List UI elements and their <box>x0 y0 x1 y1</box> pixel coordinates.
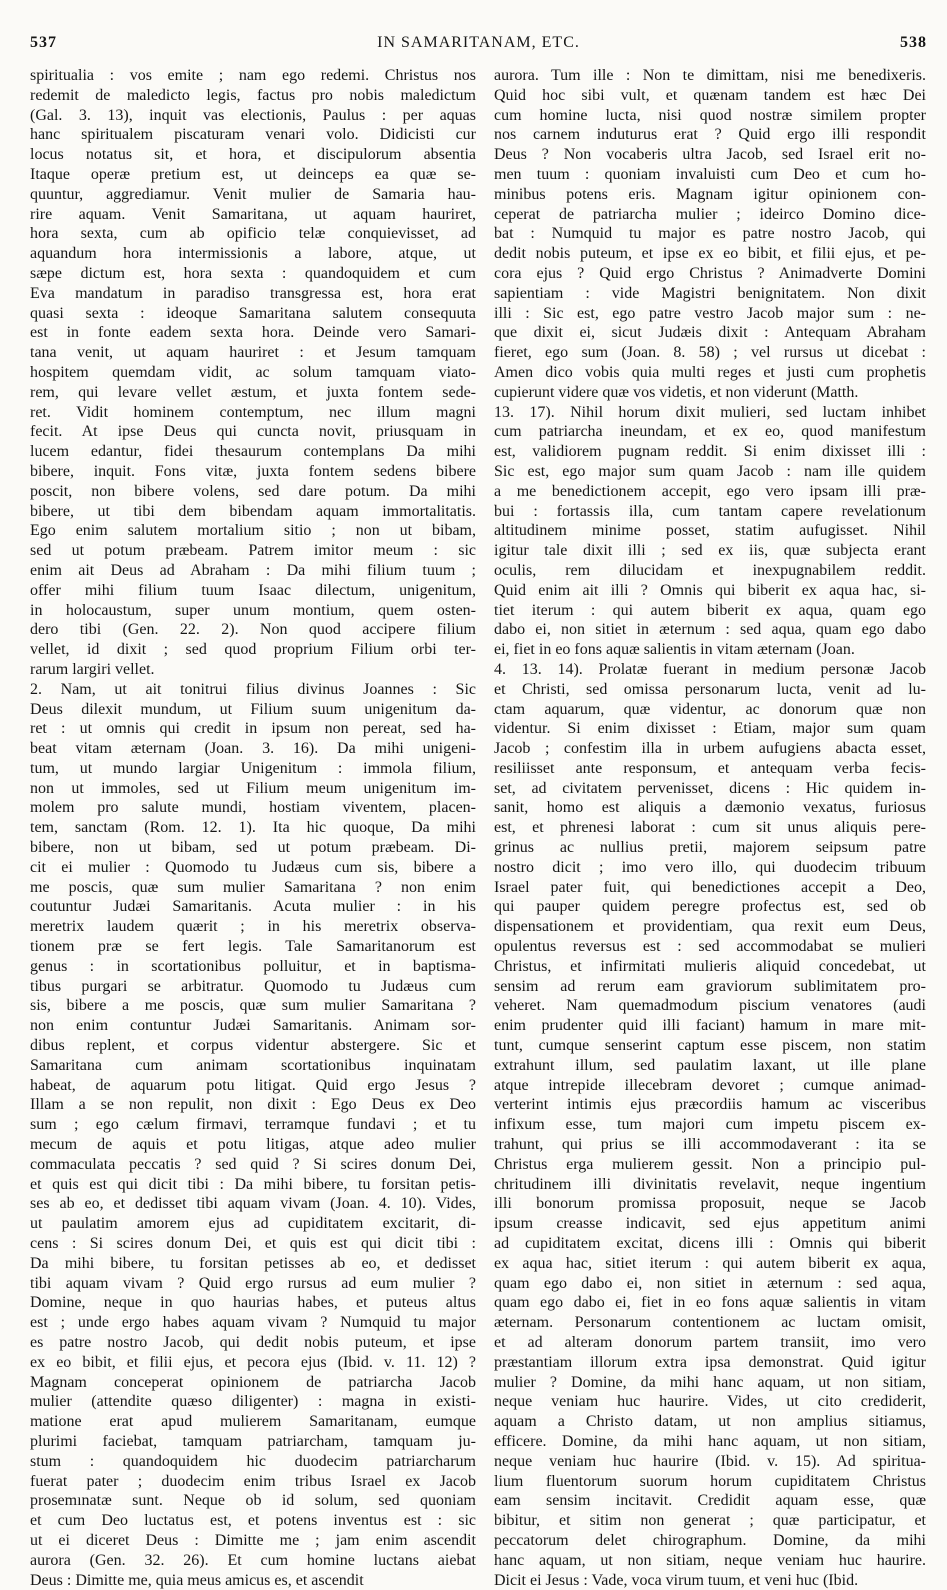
text-line: illi bonorum promissa proposuit, neque se Jacob <box>494 1195 926 1213</box>
text-line: Christus erga mulierem gessit. Non a principio pul- <box>494 1155 926 1173</box>
text-line: fuerat pater ; duodecim enim tribus Israel ex Jacob <box>30 1472 476 1490</box>
text-line: prosemınatæ sunt. Neque ob id solum, sed quoniam <box>30 1492 476 1510</box>
text-line: rem, qui levare vellet æstum, et juxta fontem sede- <box>30 383 476 401</box>
text-line: ses ab eo, et dedisset tibi aquam vivam (Joan. 4. 10). Vides, <box>30 1195 476 1213</box>
text-line: sum ; ego cælum firmavi, terramque fundavi ; et tu <box>30 1116 476 1134</box>
text-line: ret. Vidit hominem contemptum, nec illum magni <box>30 403 476 421</box>
page-header <box>30 34 927 60</box>
text-line: dibus replent, et corpus videntur abstergere. Sic et <box>30 1037 476 1055</box>
text-line: mecum de aquis et potu litigas, atque adeo mulier <box>30 1136 476 1154</box>
text-line: dispensationem et providentiam, qua rexit eum Deus, <box>494 918 926 936</box>
text-line: Itaque operæ pretium est, ut deinceps ea quæ se- <box>30 165 476 183</box>
text-line: Christus, et infirmitati mulieris aliquid concedebat, ut <box>494 957 926 975</box>
text-line: hanc aquam, ut non sitiam, neque veniam huc haurire. <box>494 1551 926 1569</box>
text-line: (Gal. 3. 13), inquit vas electionis, Paulus : per aquas <box>30 106 476 124</box>
text-line: altitudinem minime posset, statim aufugisset. Nihil <box>494 522 926 540</box>
left-text-column <box>30 66 476 1589</box>
text-line: Quid hoc sibi vult, et quænam tandem est hæc Dei <box>494 86 926 104</box>
text-line: Amen dico vobis quia multi reges et justi cum prophetis <box>494 363 926 381</box>
text-line: grinus ac nullius pretii, majorem seipsum patre <box>494 839 926 857</box>
text-line: chritudinem illi divinitatis revelavit, neque ingentium <box>494 1175 926 1193</box>
text-line: Deus : Dimitte me, quia meus amicus es, et ascendit <box>30 1571 364 1589</box>
text-line: nostro dicit ; imo vero illo, qui duodecim tribuum <box>494 858 926 876</box>
text-line: efficere. Domine, da mihi hanc aquam, ut non sitiam, <box>494 1432 926 1450</box>
text-line: igitur tale dixit illi ; sed ex iis, quæ subjecta erant <box>494 542 926 560</box>
text-line: quam ego dabo ei, fiet in eo fons aquæ salientis in vitam <box>494 1294 926 1312</box>
text-line: et ad alteram donorum partem transiit, imo vero <box>494 1334 926 1351</box>
text-line: genus : in scortationibus polluitur, et in baptisma- <box>30 957 476 975</box>
text-line: enim ait Deus ad Abraham : Da mihi filium tuum ; <box>30 561 476 579</box>
text-line: bat : Numquid tu major es patre nostro Jacob, qui <box>494 225 926 243</box>
text-line: me poscis, quæ sum mulier Samaritana ? non enim <box>30 878 476 896</box>
text-line: tem, sanctam (Rom. 12. 1). Ita hic quoque, Da mihi <box>30 819 476 837</box>
text-line: molem pro salute mundi, hostiam viventem, placen- <box>30 799 476 817</box>
right-text-column <box>494 66 926 1589</box>
text-line: Israel pater fuit, qui benedictiones accepit a Deo, <box>494 878 926 896</box>
text-line: tibi aquam vivam ? Quid ergo rursus ad eum mulier ? <box>30 1274 476 1292</box>
text-line: cens : Si scires donum Dei, et quis est qui dicit tibi : <box>30 1235 476 1253</box>
text-line: sed ut potum præbeam. Patrem imitor meum : sic <box>30 542 476 560</box>
text-line: Sic est, ego major sum quam Jacob : nam ille quidem <box>494 462 926 480</box>
text-line: Domine, neque in quo haurias habes, et puteus altus <box>30 1294 476 1312</box>
text-line: tionem præ se fert legis. Tale Samaritanorum est <box>30 938 476 956</box>
text-line: eam sensim incitavit. Credidit aquam esse, quæ <box>494 1492 926 1510</box>
text-line: dedit nobis puteum, et ipse ex eo bibit, et filii ejus, et pe- <box>494 245 926 263</box>
text-line: fieret, ego sum (Joan. 8. 58) ; vel rursus ut dicebat : <box>494 344 926 362</box>
text-line: minibus potens eris. Magnam igitur opinionem con- <box>494 185 926 203</box>
text-line: præstantiam illorum extra ipsa demonstrat. Quid igitur <box>494 1353 926 1371</box>
text-line: Deus dilexit mundum, ut Filium suum unigenitum da- <box>30 700 476 718</box>
text-line: coutuntur Judæi Samaritanis. Acuta mulier : in his <box>30 898 476 916</box>
text-line: rarum largiri vellet. <box>30 660 155 678</box>
text-line: oculis, rem dilucidam et inexpugnabilem reddit. <box>494 561 926 579</box>
text-line: æternam. Personarum contentionem ac luctam omisit, <box>494 1314 926 1332</box>
text-line: et quis est qui dicit tibi : Da mihi bibere, tu forsitan petis- <box>30 1175 476 1193</box>
text-line: spiritualia : vos emite ; nam ego redemi. Christus nos <box>30 67 476 84</box>
text-line: sensim ad rerum eam graviorum sublimitatem pro- <box>494 977 926 995</box>
text-line: 2. Nam, ut ait tonitrui filius divinus Joannes : Sic <box>30 680 476 698</box>
text-line: et Christi, sed omissa personarum lucta, venit ad lu- <box>494 680 926 698</box>
text-line: non ut immoles, sed ut Filium meum unigenitum im- <box>30 779 476 797</box>
text-line: cum homine lucta, nisi quod nostræ similem propter <box>494 106 926 124</box>
text-line: ceperat de patriarcha mulier ; ideirco Domino dice- <box>494 205 926 223</box>
text-line: hanc spiritualem piscaturam venari volo. Didicisti cur <box>30 126 476 144</box>
text-line: opulentus reversus est : sed accommodabat se mulieri <box>494 938 926 956</box>
text-line: Illam a se non repulit, non dixit : Ego Deus ex Deo <box>30 1096 476 1114</box>
text-line: neque veniam huc haurire (Ibid. v. 15). Ad spiritua- <box>494 1452 926 1470</box>
text-line: fecit. At ipse Deus qui cuncta novit, priusquam in <box>30 423 476 441</box>
text-line: stum : quandoquidem hic duodecim patriarcharum <box>30 1452 476 1470</box>
text-line: hospitem quemdam vidit, ac solum tamquam viato- <box>30 363 476 381</box>
text-line: nos carnem induturus erat ? Quid ergo illi respondit <box>494 126 926 144</box>
text-line: quam ego dabo ei, non sitiet in æternum : sed aqua, <box>494 1274 926 1292</box>
text-line: cora ejus ? Quid ergo Christus ? Animadverte Domini <box>494 264 926 282</box>
text-line: mulier ? Domine, da mihi hanc aquam, ut non sitiam, <box>494 1373 926 1391</box>
text-line: plurimi faciebat, tamquam patriarcham, tamquam ju- <box>30 1432 476 1450</box>
text-line: enim prudenter quid illi faciant) hamum in mare mit- <box>494 1017 926 1035</box>
text-line: Eva mandatum in paradiso transgressa est, hora erat <box>30 284 476 302</box>
text-line: tum, ut mundo largiar Unigenitum : immola filium, <box>30 759 476 777</box>
text-line: verterint intimis ejus præcordiis hamum ac visceribus <box>494 1096 926 1114</box>
text-line: cit ei mulier : Quomodo tu Judæus cum sis, bibere a <box>30 858 476 876</box>
text-line: est, validiorem pugnam reddit. Si enim dixisset illi : <box>494 443 926 461</box>
text-line: cupierunt videre quæ vos videtis, et non viderunt (Matth. <box>494 383 859 401</box>
text-line: dero tibi (Gen. 22. 2). Non quod accipere filium <box>30 621 476 639</box>
text-line: Da mihi bibere, tu forsitan petisses ab eo, et dedisset <box>30 1254 476 1272</box>
text-line: ex aqua hac, sitiet iterum : qui autem biberit ex aqua, <box>494 1254 926 1272</box>
text-line: lucem edantur, fidei thesaurum contemplans Da mihi <box>30 443 476 461</box>
text-line: 13. 17). Nihil horum dixit mulieri, sed luctam inhibet <box>494 403 926 421</box>
text-line: in holocaustum, super unum montium, quem osten- <box>30 601 476 619</box>
running-title: IN SAMARITANAM, ETC. <box>377 34 580 51</box>
text-line: neque veniam huc haurire. Vides, ut cito crediderit, <box>494 1393 926 1411</box>
text-line: videntur. Si enim dixisset : Etiam, major sum quam <box>494 720 926 738</box>
text-line: est in fonte eadem sexta hora. Deinde vero Samari- <box>30 324 476 342</box>
text-line: bui : fortassis illa, cum tantam capere revelationum <box>494 502 926 520</box>
text-line: commaculata peccatis ? sed quid ? Si scires donum Dei, <box>30 1155 476 1173</box>
text-line: sis, bibere a me poscis, quæ sum mulier Samaritana ? <box>30 997 476 1015</box>
text-line: qui pauper quidem peregre profectus est, sed ob <box>494 898 926 916</box>
text-line: que dixit ei, sicut Judæis dixit : Antequam Abraham <box>494 324 926 342</box>
text-line: vellet, id dixit ; sed quod proprium Filium orbi ter- <box>30 641 476 659</box>
text-line: ei, fiet in eo fons aquæ salientis in vitam æternam (Joan. <box>494 641 855 659</box>
text-line: matione erat apud mulierem Samaritanam, eumque <box>30 1413 476 1431</box>
text-line: beat vitam æternam (Joan. 3. 16). Da mihi unigeni- <box>30 740 476 758</box>
text-line: Samaritana cum animam scortationibus inquinatam <box>30 1056 476 1074</box>
text-line: sapientiam : vide Magistri benignitatem. Non dixit <box>494 284 926 302</box>
text-line: Deus ? Non vocaberis ultra Jacob, sed Israel erit no- <box>494 146 926 164</box>
text-line: aquam a Christo datam, ut non amplius sitiamus, <box>494 1413 926 1431</box>
text-line: ex eo bibit, et filii ejus, et pecora ejus (Ibid. v. 11. 12) ? <box>30 1353 476 1371</box>
page-number-right: 538 <box>900 34 927 51</box>
text-line: offer mihi filium tuum Isaac dilectum, unigenitum, <box>30 581 476 599</box>
text-line: hora sexta, cum ab opificio telæ conquievisset, ad <box>30 225 476 243</box>
text-line: 4. 13. 14). Prolatæ fuerant in medium personæ Jacob <box>494 660 926 678</box>
text-line: extrahunt illum, sed paulatim laxant, ut ille plane <box>494 1056 926 1074</box>
text-line: mulier (attendite quæso diligenter) : magna in existi- <box>30 1393 476 1411</box>
text-line: Dicit ei Jesus : Vade, voca virum tuum, et veni huc (Ibid. <box>494 1571 859 1589</box>
text-line: quuntur, aggrediamur. Venit mulier de Samaria hau- <box>30 185 476 203</box>
text-line: ctam aquarum, quæ videntur, ac donorum quæ non <box>494 700 926 718</box>
text-line: locus notatus sit, et hora, et discipulorum absentia <box>30 146 476 164</box>
text-line: trahunt, qui prius se illi accommodaverant : ita se <box>494 1136 926 1154</box>
text-line: set, ad civitatem pervenisset, dicens : Hic quidem in- <box>494 779 926 797</box>
text-line: a me benedictionem accepit, ego vero ipsam illi præ- <box>494 482 926 500</box>
text-line: aquandum hora intermissionis a labore, atque, ut <box>30 245 476 263</box>
text-line: tiet iterum : qui autem biberit ex aqua, quam ego <box>494 601 926 619</box>
text-line: Jacob ; confestim illa in urbem aufugiens abacta esset, <box>494 740 926 758</box>
text-line: tunt, cumque senserint captum esse piscem, non statim <box>494 1037 926 1055</box>
text-line: rire aquam. Venit Samaritana, ut aquam hauriret, <box>30 205 476 223</box>
text-line: sæpe dictum est, hora sexta : quandoquidem et cum <box>30 264 476 282</box>
text-line: ipsum creasse indicavit, sed ejus appetitum animi <box>494 1215 926 1233</box>
text-line: habeat, de aquarum potu litigat. Quid ergo Jesus ? <box>30 1076 476 1094</box>
text-line: est, et phrenesi laborat : cum sit unus aliquis pere- <box>494 819 926 837</box>
text-line: est ; unde ergo habes aquam vivam ? Numquid tu major <box>30 1314 476 1332</box>
text-line: tana venit, ut aquam hauriret : et Jesum tamquam <box>30 344 476 362</box>
page-number-left: 537 <box>30 34 57 51</box>
text-line: ad cupiditatem excitat, dicens illi : Omnis qui biberit <box>494 1235 926 1253</box>
text-line: redemit de maledicto legis, factus pro nobis maledictum <box>30 86 476 104</box>
text-line: atque intrepide illecebram devoret ; cumque animad- <box>494 1076 926 1094</box>
text-line: bibere, ut tibi dem bibendam aquam immortalitatis. <box>30 502 476 520</box>
text-line: bibere, non ut bibam, sed ut potum præbeam. Di- <box>30 839 476 857</box>
text-line: et cum Deo luctatus est, et potens inventus est : sic <box>30 1512 476 1530</box>
text-line: lium fluentorum suorum horum cupiditatem Christus <box>494 1472 926 1490</box>
text-line: ret : ut omnis qui credit in ipsum non pereat, sed ha- <box>30 720 476 738</box>
text-line: veheret. Nam quemadmodum piscium venatores (audi <box>494 997 926 1015</box>
text-line: bibitur, et sitim non generat ; quæ participatur, et <box>494 1512 926 1530</box>
text-line: meretrix laudem quærit ; in his meretrix observa- <box>30 918 476 936</box>
text-line: aurora. Tum ille : Non te dimittam, nisi me benedixeris. <box>494 67 926 84</box>
text-line: dabo ei, non sitiet in æternum : sed aqua, quam ego dabo <box>494 621 926 639</box>
text-line: illi : Sic est, ego patre vestro Jacob major sum : ne- <box>494 304 926 322</box>
text-line: Ego enim salutem mortalium sitio ; non ut bibam, <box>30 522 476 540</box>
text-line: sanit, homo est aliquis a dæmonio vexatus, furiosus <box>494 799 926 817</box>
text-line: quasi sexta : ideoque Samaritana salutem consequuta <box>30 304 476 322</box>
text-line: peccatorum delet chirographum. Domine, da mihi <box>494 1531 926 1549</box>
text-line: bibere, inquit. Fons vitæ, juxta fontem sedens bibere <box>30 462 476 480</box>
text-line: ut ei diceret Deus : Dimitte me ; jam enim ascendit <box>30 1531 476 1549</box>
text-line: men tuum : quoniam invaluisti cum Deo et cum ho- <box>494 165 926 183</box>
text-line: infixum esse, tum majori cum impetu piscem ex- <box>494 1116 926 1134</box>
text-line: ut paulatim amorem ejus ad cupiditatem excitarit, di- <box>30 1215 476 1233</box>
text-line: poscit, non bibere volens, sed dare potum. Da mihi <box>30 482 476 500</box>
text-line: es patre nostro Jacob, qui dedit nobis puteum, et ipse <box>30 1334 476 1351</box>
text-line: tibus purgari se arbitratur. Quomodo tu Judæus cum <box>30 977 476 995</box>
text-line: Magnam conceperat opinionem de patriarcha Jacob <box>30 1373 476 1391</box>
text-line: cum patriarcha ineundam, et ex eo, quod manifestum <box>494 423 926 441</box>
text-line: aurora (Gen. 32. 26). Et cum homine luctans aiebat <box>30 1551 476 1569</box>
text-line: Quid enim ait illi ? Omnis qui biberit ex aqua hac, si- <box>494 581 926 599</box>
text-line: resiliisset ante responsum, et antequam verba fecis- <box>494 759 926 777</box>
text-line: non enim contuntur Judæi Samaritanis. Animam sor- <box>30 1017 476 1035</box>
